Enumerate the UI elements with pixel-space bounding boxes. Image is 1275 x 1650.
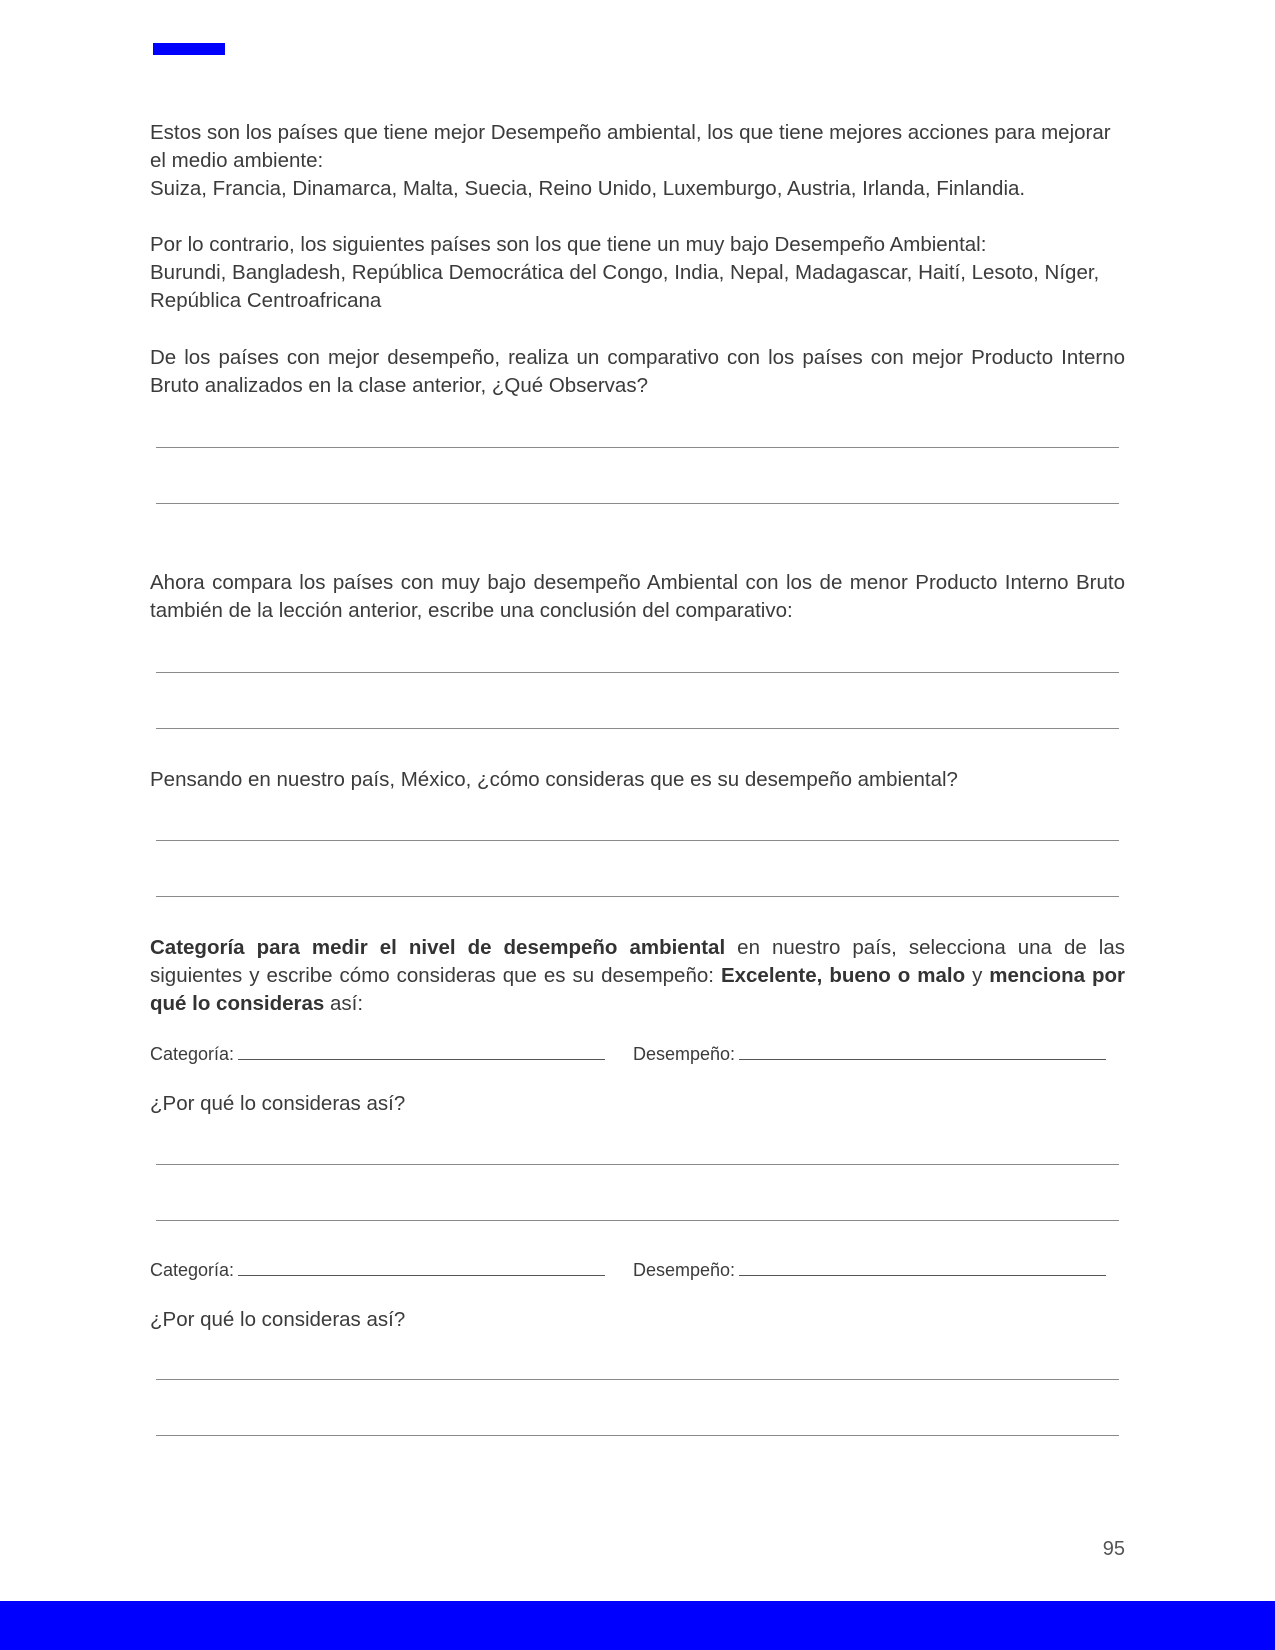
- category-label: Categoría:: [150, 1044, 235, 1064]
- instruction-bold-category: Categoría para medir el nivel de desempeño ambiental: [150, 936, 726, 959]
- category-performance-row: [150, 1040, 1125, 1068]
- instruction-text: y: [965, 964, 990, 987]
- category-instruction: [150, 934, 1125, 1018]
- category-input-line[interactable]: [238, 1259, 605, 1276]
- question-worst-vs-gdp: Ahora compara los países con muy bajo desempeño Ambiental con los de menor Producto Interno Bruto también de la lección anterior, escribe una conclusión del comparativo:: [150, 571, 1125, 622]
- bottom-accent-band: [0, 1601, 1275, 1650]
- performance-field: [633, 1256, 1106, 1284]
- worst-countries-lead: Por lo contrario, los siguientes países son los que tiene un muy bajo Desempeño Ambiental:: [150, 233, 987, 256]
- answer-line[interactable]: [156, 1379, 1119, 1380]
- category-label: Categoría:: [150, 1260, 235, 1280]
- category-performance-row: [150, 1256, 1125, 1284]
- instruction-bold-options: Excelente, bueno o malo: [720, 964, 966, 987]
- instruction-bold-why: menciona por qué lo consideras: [150, 964, 1125, 1015]
- why-label: ¿Por qué lo consideras así?: [150, 1092, 406, 1115]
- category-field: [150, 1040, 605, 1068]
- top-accent-bar: [153, 43, 225, 55]
- performance-input-line[interactable]: [739, 1043, 1106, 1060]
- performance-label: Desempeño:: [633, 1260, 736, 1280]
- answer-line[interactable]: [156, 1435, 1119, 1436]
- answer-line[interactable]: [156, 1220, 1119, 1221]
- answer-line[interactable]: [156, 896, 1119, 897]
- answer-line[interactable]: [156, 840, 1119, 841]
- answer-line[interactable]: [156, 672, 1119, 673]
- best-countries-list: Suiza, Francia, Dinamarca, Malta, Suecia, Reino Unido, Luxemburgo, Austria, Irlanda, Finlandia.: [150, 177, 1026, 200]
- why-label: ¿Por qué lo consideras así?: [150, 1308, 406, 1331]
- answer-line[interactable]: [156, 1164, 1119, 1165]
- question-mexico-performance: Pensando en nuestro país, México, ¿cómo consideras que es su desempeño ambiental?: [150, 768, 958, 791]
- best-countries-paragraph: [150, 119, 1125, 203]
- answer-line[interactable]: [156, 447, 1119, 448]
- best-countries-lead: Estos son los países que tiene mejor Desempeño ambiental, los que tiene mejores acciones para mejorar el medio ambiente:: [150, 121, 1111, 172]
- worst-countries-paragraph: [150, 231, 1125, 315]
- page-number: 95: [1102, 1538, 1125, 1560]
- performance-input-line[interactable]: [739, 1259, 1106, 1276]
- category-input-line[interactable]: [238, 1043, 605, 1060]
- instruction-text: así:: [324, 992, 364, 1015]
- answer-line[interactable]: [156, 503, 1119, 504]
- instruction-text: en nuestro país, selecciona una de las siguientes y escribe cómo consideras que es su desempeño:: [150, 936, 1125, 987]
- performance-label: Desempeño:: [633, 1044, 736, 1064]
- answer-line[interactable]: [156, 728, 1119, 729]
- category-field: [150, 1256, 605, 1284]
- performance-field: [633, 1040, 1106, 1068]
- question-best-vs-gdp: De los países con mejor desempeño, realiza un comparativo con los países con mejor Producto Interno Bruto analizados en la clase anterior, ¿Qué Observas?: [150, 346, 1125, 397]
- worst-countries-list: Burundi, Bangladesh, República Democrática del Congo, India, Nepal, Madagascar, Haití, Lesoto, Níger, República Centroafricana: [150, 261, 1100, 312]
